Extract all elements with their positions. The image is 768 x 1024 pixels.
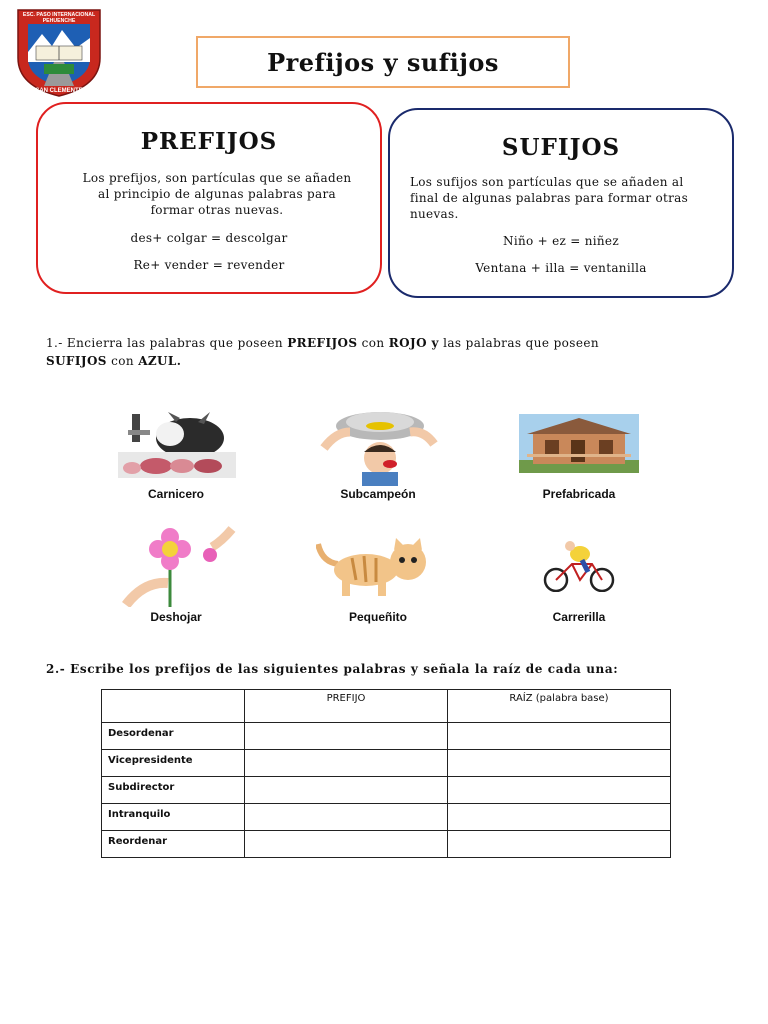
picture-caption: Prefabricada [542,487,616,501]
instruction-1 [46,334,726,370]
prefixes-example-2: Re+ vender = revender [133,258,285,272]
root-answer-cell[interactable] [448,750,671,777]
picture-caption: Deshojar [150,610,202,624]
table-header-empty [102,690,245,723]
table-word-cell: Intranquilo [102,804,245,831]
page-title: Prefijos y sufijos [267,47,499,77]
table-word-cell: Desordenar [102,723,245,750]
table-word-cell: Vicepresidente [102,750,245,777]
table-row [102,777,671,804]
instruction-2: 2.- Escribe los prefijos de las siguientes palabras y señala la raíz de cada una: [46,662,619,676]
instruction-1-azul: AZUL. [138,354,182,368]
prefix-answer-cell[interactable] [245,750,448,777]
table-row [102,723,671,750]
suffixes-concept-box [388,108,734,298]
picture-caption: Subcampeón [340,487,416,501]
logo-bottom-text: SAN CLEMENTE [35,88,83,94]
cat-image [316,538,438,598]
logo-top-text2: PEHUENCHE [42,18,76,24]
table-row [102,804,671,831]
prefix-answer-cell[interactable] [245,723,448,750]
waiter-image [316,408,440,486]
instruction-1-rojo: ROJO y [388,336,439,350]
house-image [519,414,639,473]
prefixes-heading: PREFIJOS [140,128,278,155]
suffixes-description: Los sufijos son partículas que se añaden al final de algunas palabras para formar otras nuevas. [410,175,689,221]
root-answer-cell[interactable] [448,777,671,804]
table-word-cell: Subdirector [102,777,245,804]
suffixes-example-1: Niño + ez = niñez [503,234,619,248]
table-header-raiz: RAÍZ (palabra base) [448,690,671,723]
root-answer-cell[interactable] [448,831,671,858]
prefixes-concept-box [36,102,382,294]
instruction-1-text: con [357,336,389,350]
table-word-cell: Reordenar [102,831,245,858]
root-answer-cell[interactable] [448,723,671,750]
prefixes-description: Los prefijos, son partículas que se añaden al principio de algunas palabras para formar otras nuevas. [82,171,352,217]
prefix-answer-cell[interactable] [245,777,448,804]
root-answer-cell[interactable] [448,804,671,831]
page-title-box [196,36,570,88]
instruction-1-text: las palabras que poseen [438,336,599,350]
suffixes-heading: SUFIJOS [501,134,621,161]
logo-top-text: ESC. PASO INTERNACIONAL [22,12,96,18]
instruction-1-sufijos: SUFIJOS [46,354,107,368]
cyclist-image [542,540,616,592]
prefix-answer-cell[interactable] [245,831,448,858]
table-row [102,750,671,777]
prefix-answer-cell[interactable] [245,804,448,831]
instruction-1-text: con [106,354,139,368]
instruction-1-text: 1.- Encierra las palabras que poseen [46,336,288,350]
table-header-row [102,690,671,723]
school-logo [14,6,104,98]
picture-caption: Pequeñito [348,610,407,624]
prefix-table [101,689,671,858]
suffixes-example-2: Ventana + illa = ventanilla [475,261,647,275]
picture-caption: Carrerilla [552,610,606,624]
flower-image [122,525,236,607]
butcher-image [118,408,236,478]
table-row [102,831,671,858]
instruction-1-prefijos: PREFIJOS [287,336,358,350]
table-header-prefijo: PREFIJO [245,690,448,723]
prefixes-example-1: des+ colgar = descolgar [130,231,288,245]
picture-caption: Carnicero [147,487,205,501]
